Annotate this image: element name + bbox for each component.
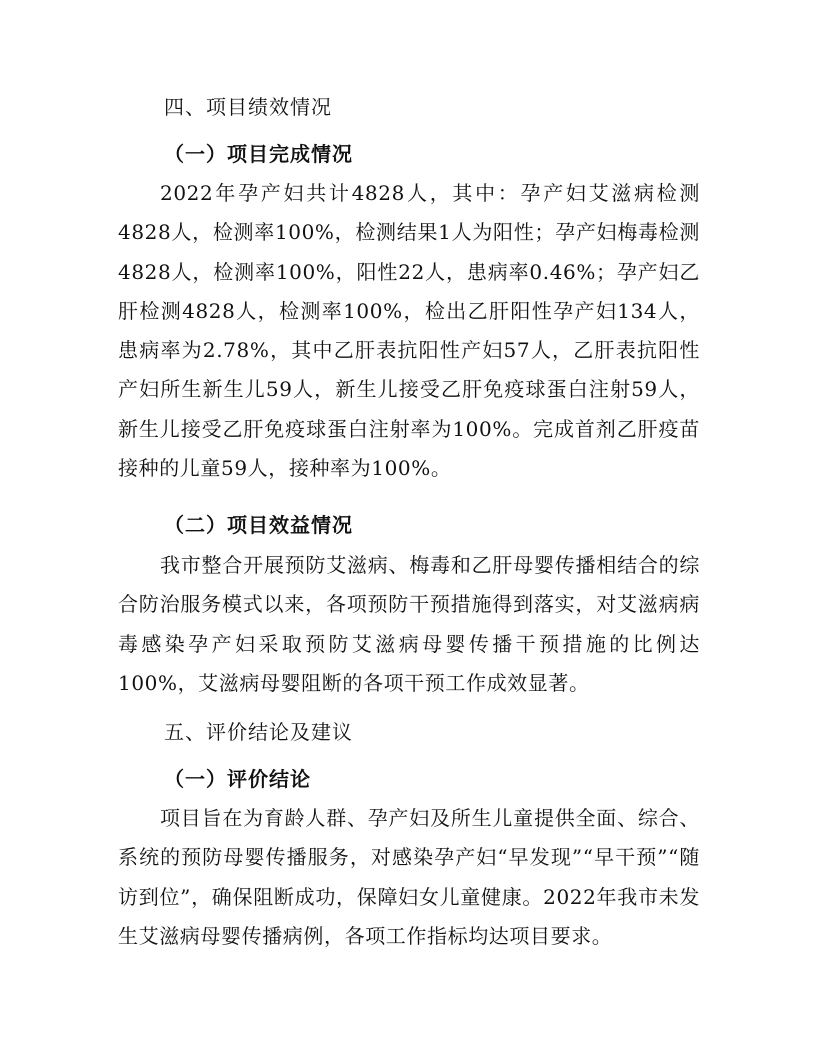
section-heading-conclusion: 五、评价结论及建议 xyxy=(164,720,353,744)
subsection-heading-completion: （一）项目完成情况 xyxy=(164,142,353,166)
subsection-heading-benefit: （二）项目效益情况 xyxy=(164,513,353,537)
paragraph-evaluation: 项目旨在为育龄人群、孕产妇及所生儿童提供全面、综合、系统的预防母婴传播服务，对感染孕产妇“早发现”“早干预”“随访到位”，确保阻断成功，保障妇女儿童健康。2022年我市未发生艾滋病母婴传播病例，各项工作指标均达项目要求。 xyxy=(118,806,700,948)
section-heading-performance: 四、项目绩效情况 xyxy=(164,95,332,119)
paragraph-benefit: 我市整合开展预防艾滋病、梅毒和乙肝母婴传播相结合的综合防治服务模式以来，各项预防干预措施得到落实，对艾滋病病毒感染孕产妇采取预防艾滋病母婴传播干预措施的比例达100%，艾滋病母婴阻断的各项干预工作成效显著。 xyxy=(118,553,700,695)
subsection-heading-evaluation: （一）评价结论 xyxy=(164,767,311,791)
paragraph-completion: 2022年孕产妇共计4828人，其中：孕产妇艾滋病检测4828人，检测率100%，检测结果1人为阳性；孕产妇梅毒检测4828人，检测率100%，阳性22人，患病率0.46%；孕产妇乙肝检测4828人，检测率100%，检出乙肝阳性孕产妇134人，患病率为2.78%，其中乙肝表抗阳性产妇57人，乙肝表抗阳性产妇所生新生儿59人，新生儿接受乙肝免疫球蛋白注射59人，新生儿接受乙肝免疫球蛋白注射率为100%。完成首剂乙肝疫苗接种的儿童59人，接种率为100%。 xyxy=(118,181,700,481)
